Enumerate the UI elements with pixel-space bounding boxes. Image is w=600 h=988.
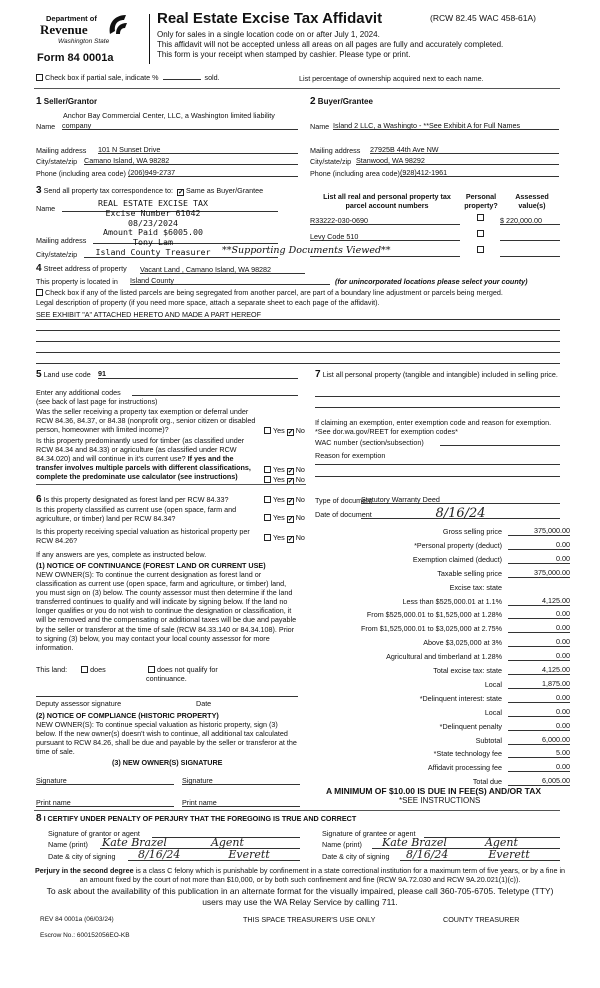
alt-format-note: To ask about the availability of this publication in an alternate format for the visually impaired, please call 360-705-6705. Teletype (TTY) users may use the WA Relay Service by calling 711. — [46, 886, 554, 907]
date-city-label: Date & city of signing — [322, 852, 390, 861]
county-treasurer: COUNTY TREASURER — [443, 915, 520, 924]
s1-name-field[interactable]: company — [62, 121, 298, 130]
legal-desc-line[interactable] — [36, 345, 560, 353]
header-line1: Only for sales in a single location code on or after July 1, 2024. — [157, 30, 380, 39]
yes-checkbox[interactable] — [264, 514, 271, 521]
logo-revenue: Revenue — [40, 22, 88, 37]
s2-mail-field[interactable]: 27925B 44th Ave NW — [370, 145, 559, 154]
dor-logo — [40, 14, 130, 48]
treasurer-stamp: REAL ESTATE EXCISE TAX Excise Number 61042 08/23/2024 Amount Paid $6005.00 Tony Lam Island County Treasurer — [95, 198, 211, 257]
calc-label: *Delinquent penalty — [439, 721, 502, 731]
s2-city-field[interactable]: Stanwood, WA 98292 — [356, 156, 559, 165]
divider — [34, 88, 560, 89]
calc-value-field[interactable]: 5.00 — [508, 748, 570, 758]
wac-field[interactable] — [440, 437, 560, 446]
calc-label: Local — [484, 707, 502, 717]
legal-desc-line[interactable] — [36, 334, 560, 342]
calc-label: From $1,525,000.01 to $3,025,000 at 2.75% — [360, 624, 502, 634]
minimum-due: A MINIMUM OF $10.00 IS DUE IN FEE(S) AND/OR TAX — [326, 786, 542, 796]
street-address-field[interactable]: Vacant Land , Camano Island, WA 98282 — [140, 265, 305, 274]
s3-mail-label: Mailing address — [36, 236, 87, 245]
form-number: Form 84 0001a — [37, 52, 114, 64]
no-checkbox[interactable]: ✓ — [287, 429, 294, 436]
no-checkbox[interactable]: ✓ — [287, 478, 294, 485]
sig-grantee-label: Signature of grantee or agent — [322, 829, 416, 838]
divider — [36, 484, 306, 485]
s2-header: 2 Buyer/Grantee — [310, 96, 373, 107]
s1-phone-label: Phone (including area code) — [36, 169, 126, 178]
date-city-label: Date & city of signing — [48, 852, 116, 861]
logo-swoosh-icon — [106, 12, 130, 38]
assessed-header: Assessed value(s) — [515, 192, 549, 210]
reason-label: Reason for exemption — [315, 451, 386, 460]
notice2-title: (2) NOTICE OF COMPLIANCE (HISTORIC PROPERTY) — [36, 711, 219, 720]
calc-value-field[interactable]: 0.00 — [508, 609, 570, 619]
notice1-title: (1) NOTICE OF CONTINUANCE (FOREST LAND OR CURRENT USE) — [36, 561, 266, 570]
calc-label: Less than $525,000.01 at 1.1% — [402, 596, 502, 606]
calc-value-field[interactable]: 0.00 — [508, 707, 570, 717]
yes-checkbox[interactable] — [264, 466, 271, 473]
deputy-label: Deputy assessor signature — [36, 699, 122, 708]
grantee-date-field[interactable]: 8/16/24 Everett — [400, 848, 560, 861]
s5-q1: Was the seller receiving a property tax exemption or deferral under RCW 84.36, 84.37, or 84.38 (nonprofit org., senior citizen or disabled person, homeowner with limited income)? — [36, 407, 256, 434]
exemption-text: If claiming an exemption, enter exemption code and reason for exemption. *See dor.wa.gov/REET for exemption codes* — [315, 418, 552, 436]
s6-q3-yesno: Yes ✓ No — [262, 533, 305, 543]
s4-header: 4 Street address of property — [36, 263, 127, 274]
no-checkbox[interactable]: ✓ — [287, 516, 294, 523]
calc-value-field[interactable]: 1,875.00 — [508, 679, 570, 689]
s2-phone-label: Phone (including area code) — [310, 169, 400, 178]
parcel-field[interactable]: R33222-030-0690 — [310, 216, 460, 225]
calc-value-field[interactable]: 0.00 — [508, 651, 570, 661]
logo-dept: Department of — [46, 14, 97, 23]
s2-mail-label: Mailing address — [310, 146, 361, 155]
segregated-row: Check box if any of the listed parcels are being segregated from another parcel, are part of a boundary line adjustment or parcels being merged. — [34, 288, 503, 297]
header-line2: This affidavit will not be accepted unless all areas on all pages are fully and accurately completed. — [157, 40, 504, 49]
perjury-note: Perjury in the second degree is a class C felony which is punishable by confinement in a state correctional institution for a maximum term of five years, or by a fine in an amount fixed by the court of not more than $10,000, or by both such confinement and fine (RCW 9A.72.030 and RCW 9A.20.021(1)(c)). — [34, 866, 566, 884]
no-checkbox[interactable]: ✓ — [287, 498, 294, 505]
s1-phone-field[interactable]: (206)949-2737 — [128, 168, 298, 177]
doc-date-label: Date of document — [315, 510, 372, 519]
s1-city-field[interactable]: Camano Island, WA 98282 — [84, 156, 298, 165]
does-not-row: does not qualify for continuance. — [146, 665, 218, 683]
calc-value-field[interactable]: 6,000.00 — [508, 735, 570, 745]
escrow-number: Escrow No.: 600152056EO-KB — [40, 932, 130, 939]
s8-header: 8 I CERTIFY UNDER PENALTY OF PERJURY THAT THE FOREGOING IS TRUE AND CORRECT — [36, 813, 357, 824]
supporting-docs-stamp: **Supporting Documents Viewed** — [222, 245, 391, 256]
s2-phone-field[interactable]: (928)412-1961 — [400, 168, 559, 177]
assessed-field[interactable] — [500, 232, 560, 241]
reason-line[interactable] — [315, 473, 560, 477]
personal-checkbox[interactable] — [477, 214, 484, 221]
no-checkbox[interactable]: ✓ — [287, 468, 294, 475]
calc-value-field[interactable]: 0.00 — [508, 540, 570, 550]
s2-name-label: Name — [310, 122, 330, 131]
s2-city-label: City/state/zip — [310, 157, 352, 166]
personal-property-line[interactable] — [315, 404, 560, 408]
sig-grantor-label: Signature of grantor or agent — [48, 829, 140, 838]
partial-percent-field[interactable] — [163, 79, 201, 80]
s2-name-field[interactable]: Island 2 LLC, a Washingto - **See Exhibit A for Full Names — [333, 121, 559, 130]
doc-date-field[interactable]: 8/16/24 — [361, 506, 560, 519]
partial-sale-row: Check box if partial sale, indicate % sold. — [34, 73, 220, 82]
legal-desc-label: Legal description of property (if you need more space, attach a separate sheet to each page of the affidavit). — [36, 298, 380, 307]
notice1-text: NEW OWNER(S): To continue the current designation as forest land or classification as current use (open space, farm and agriculture, or timber) land, you must sign on (3) below. The county assessor must then determine if the land transferred continues to qualify and will indicate by signing below. If the land no longer qualifies or you do not wish to continue the designation or classification, it will be removed and the compensating or additional taxes will be due and payable by the seller or transferor at the time of sale (RCW 84.33.140 or 84.34.108). Prior to signing (3) below, you may contact your local county assessor for more information. — [36, 570, 297, 652]
parcel-field[interactable] — [310, 248, 460, 257]
s1-name-label: Name — [36, 122, 56, 131]
form-rcw: (RCW 82.45 WAC 458-61A) — [430, 13, 536, 23]
calc-label: Subtotal — [475, 735, 502, 745]
calc-value-field[interactable]: 0.00 — [508, 721, 570, 731]
segregated-checkbox[interactable] — [36, 289, 43, 296]
additional-codes-label: Enter any additional codes — [36, 388, 121, 397]
see-instructions: *SEE INSTRUCTIONS — [399, 796, 481, 805]
partial-sale-checkbox[interactable] — [36, 74, 43, 81]
calc-value-field[interactable]: 0.00 — [508, 637, 570, 647]
legal-desc-line[interactable] — [36, 323, 560, 331]
doc-type-field[interactable]: Statutory Warranty Deed — [361, 495, 560, 504]
does-not-checkbox[interactable] — [148, 666, 155, 673]
calc-value-field[interactable]: 4,125.00 — [508, 596, 570, 606]
calc-value-field[interactable]: 0.00 — [508, 762, 570, 772]
yes-checkbox[interactable] — [264, 496, 271, 503]
additional-codes-note: (see back of last page for instructions) — [36, 397, 158, 406]
logo-state: Washington State — [58, 38, 110, 45]
signature-label: Signature — [36, 776, 67, 785]
name-print-label: Name (print) — [322, 840, 362, 849]
county-field[interactable]: Island County — [130, 276, 330, 285]
calc-label: Excise tax: state — [449, 582, 502, 592]
name-print-label: Name (print) — [48, 840, 88, 849]
s1-city-label: City/state/zip — [36, 157, 78, 166]
calc-label: Total due — [472, 777, 502, 787]
s6-q2: Is this property classified as current use (open space, farm and agriculture, or timber) land per RCW 84.34? — [36, 505, 237, 523]
additional-codes-field[interactable] — [132, 387, 298, 396]
calc-label: Above $3,025,000 at 3% — [423, 638, 502, 648]
doc-type-label: Type of document — [315, 496, 373, 505]
wac-label: WAC number (section/subsection) — [315, 438, 424, 447]
land-use-code-field[interactable]: 91 — [98, 369, 298, 379]
calc-label: *Personal property (deduct) — [414, 540, 502, 550]
calc-label: Affidavit processing fee — [427, 763, 502, 773]
located-label: This property is located in — [36, 277, 118, 286]
calc-value-field[interactable]: 0.00 — [508, 623, 570, 633]
assessed-field[interactable] — [500, 248, 560, 257]
calc-value-field[interactable]: 4,125.00 — [508, 665, 570, 675]
uninc-note: (for unincorporated locations please select your county) — [335, 277, 528, 286]
s1-mail-label: Mailing address — [36, 146, 87, 155]
calc-value-field[interactable]: 0.00 — [508, 693, 570, 703]
grantor-name-field[interactable]: Kate Brazel Agent — [100, 836, 300, 849]
legal-desc-field[interactable]: SEE EXHIBIT "A" ATTACHED HERETO AND MADE A PART HEREOF — [36, 310, 560, 320]
s1-mail-field[interactable]: 101 N Sunset Drive — [98, 145, 298, 154]
calc-label: From $525,000.01 to $1,525,000 at 1.28% — [366, 610, 502, 620]
s5-header: 5 Land use code — [36, 369, 91, 380]
form-title: Real Estate Excise Tax Affidavit — [157, 10, 383, 27]
s1-header: 1 Seller/Grantor — [36, 96, 98, 107]
yes-checkbox[interactable] — [264, 534, 271, 541]
divider — [34, 810, 560, 811]
reason-line[interactable] — [315, 461, 560, 465]
deputy-line[interactable] — [36, 696, 298, 697]
parcel-list-header: List all real and personal property tax parcel account numbers — [323, 192, 451, 210]
treasurer-only: THIS SPACE TREASURER'S USE ONLY — [243, 915, 376, 924]
personal-header: Personal property? — [464, 192, 498, 210]
s6-q1: 6 Is this property designated as forest land per RCW 84.33? — [36, 494, 229, 505]
same-as-buyer-checkbox[interactable]: ✓ — [178, 189, 184, 196]
signature-label: Signature — [182, 776, 213, 785]
assessed-field[interactable]: $ 220,000.00 — [500, 216, 560, 225]
print-name-label: Print name — [182, 798, 217, 807]
calc-label: *Delinquent interest: state — [419, 693, 502, 703]
s7-header: 7 List all personal property (tangible and intangible) included in selling price. — [315, 369, 558, 380]
rev-number: REV 84 0001a (06/03/24) — [40, 916, 114, 923]
notice2-text: NEW OWNER(S): To continue special valuation as historic property, sign (3) below. If the new owner(s) doesn't wish to continue, all additional tax calculated pursuant to RCW 84.26, shall be due and payable by the seller or transferor at the time of sale. — [36, 720, 297, 757]
calc-label: Taxable selling price — [437, 568, 502, 578]
s1-name-val1: Anchor Bay Commercial Center, LLC, a Washington limited liability — [63, 111, 275, 120]
calc-label: Local — [484, 679, 502, 689]
yes-checkbox[interactable] — [264, 476, 271, 483]
s3-header: 3 Send all property tax correspondence to: ✓ Same as Buyer/Grantee — [36, 185, 264, 196]
yes-checkbox[interactable] — [264, 427, 271, 434]
s5-q2-yesno-a: Yes ✓ No — [262, 465, 305, 475]
no-checkbox[interactable]: ✓ — [287, 536, 294, 543]
grantor-date-field[interactable]: 8/16/24 Everett — [128, 848, 300, 861]
calc-label: Gross selling price — [442, 527, 502, 536]
notice3-title: (3) NEW OWNER(S) SIGNATURE — [112, 758, 223, 767]
this-land-row: This land: does — [36, 665, 106, 674]
s5-q2: Is this property predominantly used for timber (as classified under RCW 84.34 and 84.33) or agriculture (as classified under RCW 84.34.020) and will continue in it's current use? If yes and the transfer involves multiple parcels with different classifications, complete the predominate use calculator (see instructions) — [36, 436, 251, 481]
calc-value-field[interactable]: 375,000.00 — [508, 568, 570, 578]
calc-label: Agricultural and timberland at 1.28% — [386, 652, 502, 662]
legal-desc-line[interactable] — [36, 356, 560, 364]
s3-name-label: Name — [36, 204, 56, 213]
calc-label: Exemption claimed (deduct) — [412, 554, 502, 564]
s6-q2-yesno: Yes ✓ No — [262, 513, 305, 523]
calc-value-field[interactable]: 375,000.00 — [508, 526, 570, 536]
s5-q2-yesno-b: Yes ✓ No — [262, 475, 305, 485]
s6-q1-yesno: Yes ✓ No — [262, 495, 305, 505]
deputy-date-label: Date — [196, 699, 212, 708]
s6-ifany: If any answers are yes, complete as instructed below. — [36, 550, 207, 559]
calc-label: Total excise tax: state — [433, 666, 502, 675]
calc-label: *State technology fee — [433, 749, 502, 759]
s6-q3: Is this property receiving special valuation as historical property per RCW 84.26? — [36, 527, 250, 545]
grantee-name-field[interactable]: Kate Brazel Agent — [372, 836, 560, 849]
calc-value-field[interactable]: 6,005.00 — [508, 776, 570, 786]
print-name-label: Print name — [36, 798, 71, 807]
ownership-note: List percentage of ownership acquired next to each name. — [299, 74, 484, 83]
s3-city-label: City/state/zip — [36, 250, 78, 259]
personal-property-line[interactable] — [315, 393, 560, 397]
personal-checkbox[interactable] — [477, 230, 484, 237]
header-line3: This form is your receipt when stamped by cashier. Please type or print. — [157, 50, 411, 59]
s5-q1-yesno: Yes ✓ No — [262, 426, 305, 436]
personal-checkbox[interactable] — [477, 246, 484, 253]
header-divider — [149, 14, 150, 64]
parcel-field[interactable]: Levy Code 510 — [310, 232, 460, 241]
calc-value-field[interactable]: 0.00 — [508, 554, 570, 564]
